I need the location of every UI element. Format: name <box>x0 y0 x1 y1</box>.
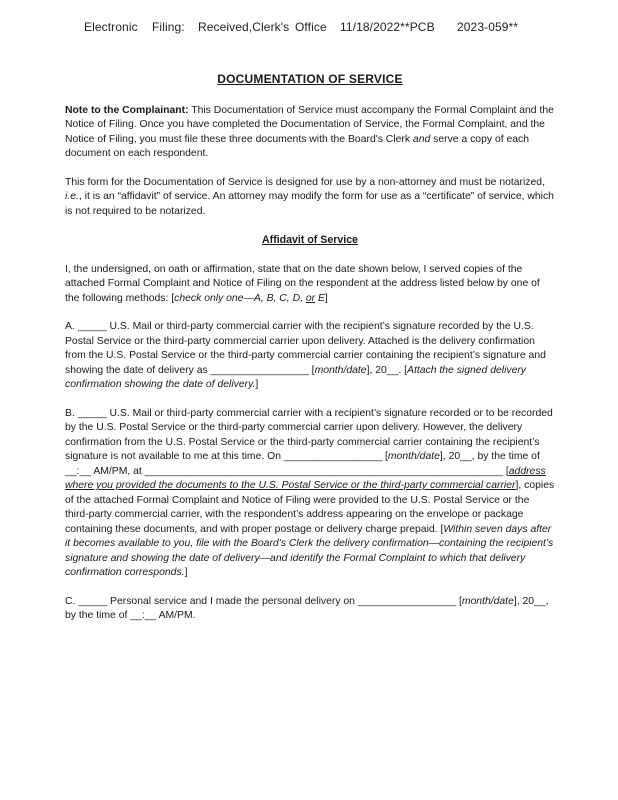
stamp-filing: Filing: <box>152 20 185 34</box>
document-title: DOCUMENTATION OF SERVICE <box>217 72 403 86</box>
statement-bracket-open: [ <box>171 292 175 304</box>
document-body <box>65 72 555 638</box>
option-a-text-1: A. _____ U.S. Mail or third-party commercial carrier with the recipient’s signature recorded by the U.S. Postal Service or the third-party commercial carrier upon delivery. Attached is the delivery confirmation from the U.S. Postal Service or the third-party commercial carrier containing the recipient’s signature and showing the date of delivery as _________________ [ <box>65 321 546 376</box>
stamp-electronic: Electronic <box>84 20 138 34</box>
intro-paragraph <box>65 176 555 220</box>
option-b-text-2: ], 20__, by the time of __:__ AM/PM, at ______________________________________________________________ [ <box>65 451 540 477</box>
statement-text: I, the undersigned, on oath or affirmation, state that on the date shown below, I served copies of the attached Formal Complaint and Notice of Filing on the respondent at the address listed below by one of the following methods: <box>65 263 540 304</box>
option-c-text-2: ], 20__, by the time of __:__ AM/PM. <box>65 595 549 621</box>
stamp-date: 11/18/2022**PCB <box>340 20 435 34</box>
intro-ie: i.e. <box>65 191 79 202</box>
stamp-received: Received,Clerk's <box>198 20 290 34</box>
option-a-text-2: ], 20__. [ <box>366 364 408 376</box>
option-b-address-hint: address where you provided the documents to the U.S. Postal Service or the third-party commercial carrier <box>65 465 546 491</box>
option-b-date-hint: month/date <box>387 451 440 462</box>
intro-text-1: This form for the Documentation of Service is designed for use by a non-attorney and must be notarized, <box>65 176 545 188</box>
electronic-filing-stamp <box>84 20 518 34</box>
statement-or: or <box>305 292 316 304</box>
note-text-end: serve a copy of each document on each respondent. <box>65 133 530 159</box>
stamp-office: Office <box>295 20 327 34</box>
option-c-paragraph <box>65 595 555 624</box>
note-paragraph <box>65 104 555 162</box>
note-emphasis: and <box>412 133 431 145</box>
option-b-text-3: ], copies of the attached Formal Complaint and Notice of Filing were provided to the U.S. Postal Service or the third-party commercial carrier, with the respondent’s address appearing on the envelope or package containing these documents, and with proper postage or delivery charge prepaid. [ <box>65 480 555 535</box>
option-c-date-hint: month/date <box>461 595 514 607</box>
statement-paragraph <box>65 263 555 307</box>
statement-bracket-close: ] <box>324 292 328 304</box>
option-b-text-1: B. _____ U.S. Mail or third-party commercial carrier with a recipient’s signature recorded or to be recorded by the U.S. Postal Service or the third-party commercial carrier upon delivery. However, the delivery confirmation from the U.S. Postal Service or the third-party commercial carrier containing the recipient’s signature is not available to me at this time. On _________________ [ <box>65 407 553 462</box>
option-a-instruction: Attach the signed delivery confirmation showing the date of delivery. <box>65 364 527 390</box>
option-a-date-hint: month/date <box>314 364 367 376</box>
statement-instruction: check only one—A, B, C, D, <box>174 292 306 304</box>
option-b-instruction: Within seven days after it becomes available to you, file with the Board’s Clerk the delivery confirmation—containing the recipient’s signature and showing the date of delivery—and identify the Formal Complaint to which that delivery confirmation corresponds. <box>65 523 554 578</box>
option-b-paragraph <box>65 407 555 581</box>
intro-text-2: , it is an “affidavit” of service. An attorney may modify the form for use as a “certificate” of service, which is not required to be notarized. <box>65 191 554 217</box>
option-a-paragraph <box>65 320 555 393</box>
stamp-case-number: 2023-059** <box>457 20 519 34</box>
affidavit-title: Affidavit of Service <box>262 234 358 246</box>
statement-last-option: E <box>315 292 325 304</box>
note-label: Note to the Complainant: <box>65 104 189 116</box>
option-a-text-3: ] <box>255 379 259 390</box>
note-text: This Documentation of Service must accompany the Formal Complaint and the Notice of Filing. Once you have completed the Documentation of Service, the Formal Complaint, and the Notice of Filing, you must file these three documents with the Board's Clerk <box>65 104 554 145</box>
option-c-text-1: C. _____ Personal service and I made the personal delivery on _________________ [ <box>65 595 462 607</box>
option-b-text-4: ] <box>184 567 188 578</box>
